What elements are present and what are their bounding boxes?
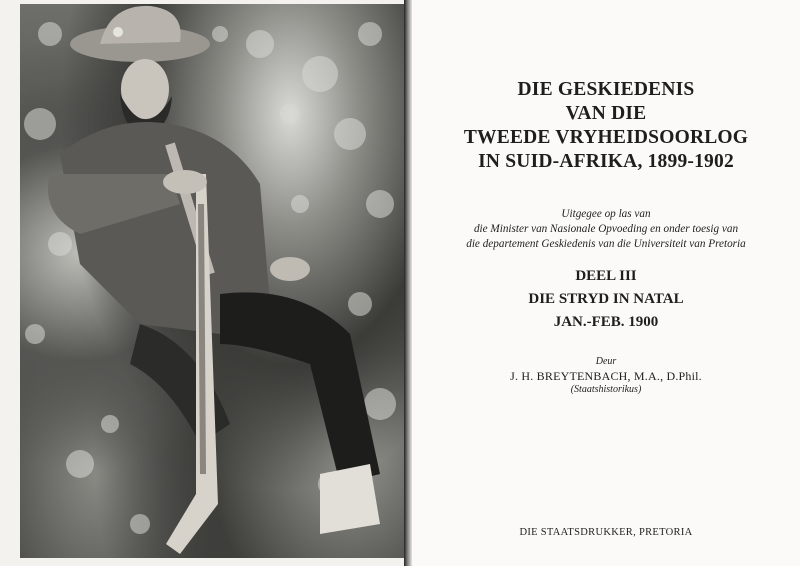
publisher: DIE STAATSDRUKKER, PRETORIA — [519, 527, 693, 538]
soldier-photograph — [20, 4, 406, 558]
author-by: Deur — [595, 356, 617, 367]
book-title — [412, 78, 800, 174]
title-line: IN SUID-AFRIKA, 1899-1902 — [478, 151, 734, 172]
subtitle-line: Uitgegee op las van — [561, 208, 651, 220]
volume-heading — [412, 265, 800, 334]
part-line: DEEL III — [575, 268, 637, 284]
book-fold — [404, 0, 412, 566]
subtitle-line: die departement Geskiedenis van die Universiteit van Pretoria — [466, 238, 746, 250]
subtitle-line: die Minister van Nasionale Opvoeding en onder toesig van — [473, 223, 739, 235]
publication-note — [412, 207, 800, 252]
title-line: VAN DIE — [565, 103, 647, 124]
part-line: JAN.-FEB. 1900 — [553, 314, 659, 330]
author-block — [412, 355, 800, 397]
author-name: J. H. BREYTENBACH, M.A., D.Phil. — [510, 369, 702, 383]
author-role: (Staatshistorikus) — [570, 384, 642, 395]
title-line: DIE GESKIEDENIS — [517, 79, 695, 100]
part-line: DIE STRYD IN NATAL — [528, 291, 684, 307]
title-line: TWEEDE VRYHEIDSOORLOG — [463, 127, 749, 148]
photograph-icon — [20, 4, 406, 558]
title-page — [412, 0, 800, 566]
